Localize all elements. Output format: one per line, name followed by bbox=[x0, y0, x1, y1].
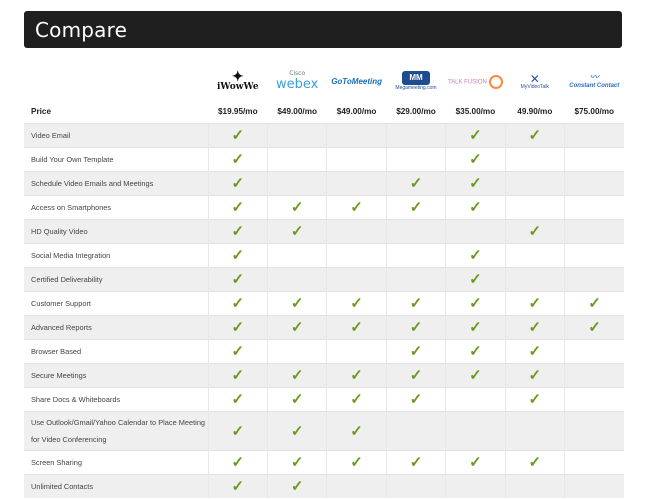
checkmark-icon: ✓ bbox=[528, 295, 542, 312]
checkmark-icon: ✓ bbox=[469, 199, 482, 216]
feature-cell bbox=[267, 475, 326, 499]
checkmark-icon: ✓ bbox=[231, 454, 245, 471]
feature-cell bbox=[208, 388, 267, 412]
feature-cell bbox=[208, 268, 267, 292]
feature-cell bbox=[505, 244, 564, 268]
feature-label: Share Docs & Whiteboards bbox=[24, 388, 208, 412]
megameeting-mark-icon: MM bbox=[402, 71, 430, 85]
checkmark-icon: ✓ bbox=[469, 271, 482, 288]
feature-cell bbox=[446, 340, 505, 364]
checkmark-icon: ✓ bbox=[231, 478, 245, 495]
feature-cell bbox=[446, 220, 505, 244]
price-cell: $49.00/mo bbox=[336, 106, 377, 116]
feature-cell bbox=[505, 196, 564, 220]
feature-cell bbox=[386, 220, 445, 244]
feature-row bbox=[24, 172, 624, 196]
iwowwe-logo bbox=[216, 68, 259, 93]
feature-cell bbox=[565, 292, 624, 316]
feature-row bbox=[24, 196, 624, 220]
checkmark-icon: ✓ bbox=[469, 343, 482, 360]
checkmark-icon: ✓ bbox=[409, 295, 423, 312]
feature-cell bbox=[327, 172, 386, 196]
checkmark-icon: ✓ bbox=[350, 199, 363, 216]
feature-cell bbox=[446, 268, 505, 292]
feature-cell bbox=[446, 316, 505, 340]
checkmark-icon: ✓ bbox=[231, 175, 245, 192]
checkmark-icon: ✓ bbox=[409, 175, 423, 192]
checkmark-icon: ✓ bbox=[409, 454, 423, 471]
feature-cell bbox=[386, 340, 445, 364]
feature-cell bbox=[386, 244, 445, 268]
feature-cell bbox=[565, 316, 624, 340]
feature-row bbox=[24, 220, 624, 244]
feature-cell bbox=[386, 364, 445, 388]
checkmark-icon: ✓ bbox=[469, 295, 482, 312]
feature-cell bbox=[327, 412, 386, 451]
page-title: Compare bbox=[35, 18, 128, 42]
feature-cell bbox=[267, 316, 326, 340]
feature-row bbox=[24, 292, 624, 316]
feature-row bbox=[24, 412, 624, 451]
checkmark-icon: ✓ bbox=[469, 319, 482, 336]
checkmark-icon: ✓ bbox=[409, 367, 423, 384]
feature-cell bbox=[327, 220, 386, 244]
vendor-logo-cell bbox=[565, 64, 624, 99]
feature-cell bbox=[208, 316, 267, 340]
feature-cell bbox=[565, 196, 624, 220]
checkmark-icon: ✓ bbox=[469, 454, 482, 471]
checkmark-icon: ✓ bbox=[290, 319, 304, 336]
checkmark-icon: ✓ bbox=[231, 199, 245, 216]
feature-cell bbox=[267, 196, 326, 220]
price-cell: $19.95/mo bbox=[217, 106, 258, 116]
feature-cell bbox=[446, 412, 505, 451]
checkmark-icon: ✓ bbox=[528, 319, 542, 336]
feature-cell bbox=[565, 244, 624, 268]
iwowwe-mascot-icon: ✦ bbox=[231, 68, 244, 85]
feature-label: Browser Based bbox=[24, 340, 208, 364]
feature-cell bbox=[267, 268, 326, 292]
feature-cell bbox=[505, 148, 564, 172]
feature-cell bbox=[267, 340, 326, 364]
feature-cell bbox=[208, 172, 267, 196]
feature-cell bbox=[446, 244, 505, 268]
checkmark-icon: ✓ bbox=[469, 247, 482, 264]
checkmark-icon: ✓ bbox=[231, 295, 245, 312]
feature-row bbox=[24, 364, 624, 388]
feature-cell bbox=[446, 148, 505, 172]
myvideotalk-logo bbox=[521, 73, 549, 91]
feature-cell bbox=[446, 475, 505, 499]
feature-cell bbox=[505, 364, 564, 388]
feature-cell bbox=[386, 124, 445, 148]
feature-label: Video Email bbox=[24, 124, 208, 148]
megameeting-logo-text: Megameeting.com bbox=[395, 85, 437, 92]
vendor-logo-cell bbox=[505, 64, 564, 99]
checkmark-icon: ✓ bbox=[528, 127, 542, 144]
feature-cell bbox=[505, 292, 564, 316]
feature-cell bbox=[505, 220, 564, 244]
feature-cell bbox=[267, 148, 326, 172]
feature-cell bbox=[565, 412, 624, 451]
checkmark-icon: ✓ bbox=[231, 422, 245, 440]
feature-cell bbox=[327, 244, 386, 268]
feature-cell bbox=[386, 451, 445, 475]
webex-logo bbox=[276, 71, 318, 92]
feature-cell bbox=[565, 124, 624, 148]
checkmark-icon: ✓ bbox=[231, 223, 245, 240]
feature-cell bbox=[327, 292, 386, 316]
checkmark-icon: ✓ bbox=[528, 391, 542, 408]
feature-cell bbox=[386, 196, 445, 220]
checkmark-icon: ✓ bbox=[528, 454, 542, 471]
checkmark-icon: ✓ bbox=[290, 199, 304, 216]
feature-cell bbox=[505, 412, 564, 451]
feature-cell bbox=[208, 292, 267, 316]
checkmark-icon: ✓ bbox=[231, 127, 245, 144]
feature-cell bbox=[327, 196, 386, 220]
feature-cell bbox=[208, 340, 267, 364]
feature-cell bbox=[327, 364, 386, 388]
feature-cell bbox=[267, 244, 326, 268]
feature-cell bbox=[208, 220, 267, 244]
feature-cell bbox=[505, 451, 564, 475]
feature-cell bbox=[505, 124, 564, 148]
feature-label: Certified Deliverability bbox=[24, 268, 208, 292]
feature-cell bbox=[446, 292, 505, 316]
checkmark-icon: ✓ bbox=[231, 343, 245, 360]
feature-cell bbox=[327, 451, 386, 475]
checkmark-icon: ✓ bbox=[469, 127, 482, 144]
feature-label: Customer Support bbox=[24, 292, 208, 316]
feature-cell bbox=[565, 388, 624, 412]
feature-cell bbox=[565, 220, 624, 244]
feature-cell bbox=[208, 412, 267, 451]
checkmark-icon: ✓ bbox=[469, 151, 482, 168]
feature-row bbox=[24, 316, 624, 340]
feature-label: Access on Smartphones bbox=[24, 196, 208, 220]
feature-cell bbox=[208, 364, 267, 388]
feature-cell bbox=[208, 196, 267, 220]
checkmark-icon: ✓ bbox=[588, 319, 601, 336]
feature-cell bbox=[565, 268, 624, 292]
feature-cell bbox=[505, 388, 564, 412]
constantcontact-logo-text: Constant Contact bbox=[569, 83, 620, 90]
feature-cell bbox=[446, 172, 505, 196]
feature-row bbox=[24, 148, 624, 172]
feature-row bbox=[24, 475, 624, 499]
vendor-logo-cell bbox=[327, 64, 386, 99]
feature-cell bbox=[386, 292, 445, 316]
feature-cell bbox=[267, 172, 326, 196]
checkmark-icon: ✓ bbox=[528, 343, 542, 360]
checkmark-icon: ✓ bbox=[290, 454, 304, 471]
feature-label: HD Quality Video bbox=[24, 220, 208, 244]
checkmark-icon: ✓ bbox=[231, 319, 245, 336]
feature-row bbox=[24, 451, 624, 475]
feature-cell bbox=[565, 451, 624, 475]
feature-row bbox=[24, 388, 624, 412]
price-cell: 49.90/mo bbox=[517, 106, 553, 116]
price-cell: $75.00/mo bbox=[574, 106, 615, 116]
feature-cell bbox=[327, 475, 386, 499]
feature-cell bbox=[446, 388, 505, 412]
feature-label: Schedule Video Emails and Meetings bbox=[24, 172, 208, 196]
vendor-logo-cell bbox=[446, 64, 505, 99]
talkfusion-ring-icon bbox=[489, 75, 503, 89]
feature-cell bbox=[505, 340, 564, 364]
checkmark-icon: ✓ bbox=[350, 367, 363, 384]
feature-cell bbox=[386, 475, 445, 499]
feature-cell bbox=[267, 220, 326, 244]
checkmark-icon: ✓ bbox=[469, 367, 482, 384]
feature-cell bbox=[446, 124, 505, 148]
checkmark-icon: ✓ bbox=[290, 422, 304, 440]
checkmark-icon: ✓ bbox=[290, 367, 304, 384]
checkmark-icon: ✓ bbox=[290, 478, 304, 495]
megameeting-logo bbox=[395, 71, 436, 92]
checkmark-icon: ✓ bbox=[290, 223, 304, 240]
checkmark-icon: ✓ bbox=[350, 319, 363, 336]
feature-cell bbox=[208, 451, 267, 475]
vendor-logo-cell bbox=[386, 64, 445, 99]
feature-cell bbox=[446, 196, 505, 220]
feature-cell bbox=[386, 172, 445, 196]
price-row bbox=[24, 99, 624, 124]
feature-label: Advanced Reports bbox=[24, 316, 208, 340]
feature-cell bbox=[267, 412, 326, 451]
constantcontact-logo bbox=[569, 73, 619, 89]
feature-cell bbox=[505, 316, 564, 340]
checkmark-icon: ✓ bbox=[231, 391, 245, 408]
checkmark-icon: ✓ bbox=[409, 319, 423, 336]
checkmark-icon: ✓ bbox=[528, 367, 542, 384]
feature-cell bbox=[386, 412, 445, 451]
constantcontact-swoosh-icon: 〰 bbox=[589, 72, 599, 83]
checkmark-icon: ✓ bbox=[409, 199, 423, 216]
checkmark-icon: ✓ bbox=[350, 391, 363, 408]
feature-label: Social Media Integration bbox=[24, 244, 208, 268]
gotomeeting-logo bbox=[331, 78, 382, 87]
feature-cell bbox=[267, 364, 326, 388]
feature-cell bbox=[446, 364, 505, 388]
feature-row bbox=[24, 340, 624, 364]
feature-cell bbox=[267, 124, 326, 148]
checkmark-icon: ✓ bbox=[469, 175, 482, 192]
feature-cell bbox=[386, 316, 445, 340]
page-header bbox=[24, 11, 622, 48]
checkmark-icon: ✓ bbox=[350, 422, 363, 440]
feature-label: Secure Meetings bbox=[24, 364, 208, 388]
feature-cell bbox=[565, 148, 624, 172]
checkmark-icon: ✓ bbox=[350, 454, 363, 471]
vendor-logo-cell bbox=[208, 64, 267, 99]
talkfusion-logo-text: TALK FUSION bbox=[447, 79, 487, 86]
feature-label: Unlimited Contacts bbox=[24, 475, 208, 499]
feature-cell bbox=[208, 244, 267, 268]
feature-label: Use Outlook/Gmail/Yahoo Calendar to Place Meeting for Video Conferencing bbox=[24, 412, 208, 451]
feature-cell bbox=[267, 388, 326, 412]
checkmark-icon: ✓ bbox=[231, 271, 245, 288]
webex-logo-subtext: Cisco bbox=[289, 70, 306, 78]
feature-row bbox=[24, 124, 624, 148]
checkmark-icon: ✓ bbox=[409, 343, 423, 360]
feature-cell bbox=[505, 268, 564, 292]
gotomeeting-logo-text: GoToMeeting bbox=[331, 76, 382, 86]
feature-cell bbox=[327, 124, 386, 148]
vendor-logo-row bbox=[24, 64, 624, 99]
price-label: Price bbox=[31, 106, 52, 116]
price-cell: $49.00/mo bbox=[277, 106, 317, 116]
feature-cell bbox=[505, 172, 564, 196]
feature-row bbox=[24, 268, 624, 292]
feature-row bbox=[24, 244, 624, 268]
checkmark-icon: ✓ bbox=[528, 223, 542, 240]
feature-cell bbox=[327, 340, 386, 364]
checkmark-icon: ✓ bbox=[231, 367, 245, 384]
price-cell: $35.00/mo bbox=[455, 106, 496, 116]
feature-cell bbox=[208, 124, 267, 148]
feature-cell bbox=[327, 316, 386, 340]
talkfusion-logo bbox=[448, 75, 503, 89]
checkmark-icon: ✓ bbox=[231, 151, 245, 168]
logo-row-spacer bbox=[24, 64, 208, 99]
comparison-table bbox=[24, 64, 624, 498]
checkmark-icon: ✓ bbox=[409, 391, 423, 408]
vendor-logo-cell bbox=[267, 64, 326, 99]
price-cell: $29.00/mo bbox=[396, 106, 436, 116]
feature-cell bbox=[327, 268, 386, 292]
checkmark-icon: ✓ bbox=[588, 295, 601, 312]
feature-cell bbox=[565, 172, 624, 196]
myvideotalk-logo-text: MyVideoTalk bbox=[520, 83, 549, 90]
feature-label: Build Your Own Template bbox=[24, 148, 208, 172]
checkmark-icon: ✓ bbox=[290, 295, 304, 312]
feature-cell bbox=[267, 292, 326, 316]
feature-cell bbox=[267, 451, 326, 475]
checkmark-icon: ✓ bbox=[350, 295, 363, 312]
feature-cell bbox=[208, 475, 267, 499]
checkmark-icon: ✓ bbox=[231, 247, 245, 264]
feature-cell bbox=[505, 475, 564, 499]
webex-logo-text: webex bbox=[276, 76, 319, 92]
feature-cell bbox=[386, 388, 445, 412]
feature-cell bbox=[386, 268, 445, 292]
iwowwe-logo-text: iWowWe bbox=[216, 81, 259, 92]
feature-cell bbox=[327, 148, 386, 172]
feature-cell bbox=[446, 451, 505, 475]
feature-cell bbox=[565, 364, 624, 388]
feature-cell bbox=[565, 475, 624, 499]
feature-cell bbox=[386, 148, 445, 172]
feature-label: Screen Sharing bbox=[24, 451, 208, 475]
feature-cell bbox=[327, 388, 386, 412]
feature-cell bbox=[208, 148, 267, 172]
checkmark-icon: ✓ bbox=[290, 391, 304, 408]
myvideotalk-figure-icon: ✕ bbox=[529, 71, 540, 86]
feature-cell bbox=[565, 340, 624, 364]
